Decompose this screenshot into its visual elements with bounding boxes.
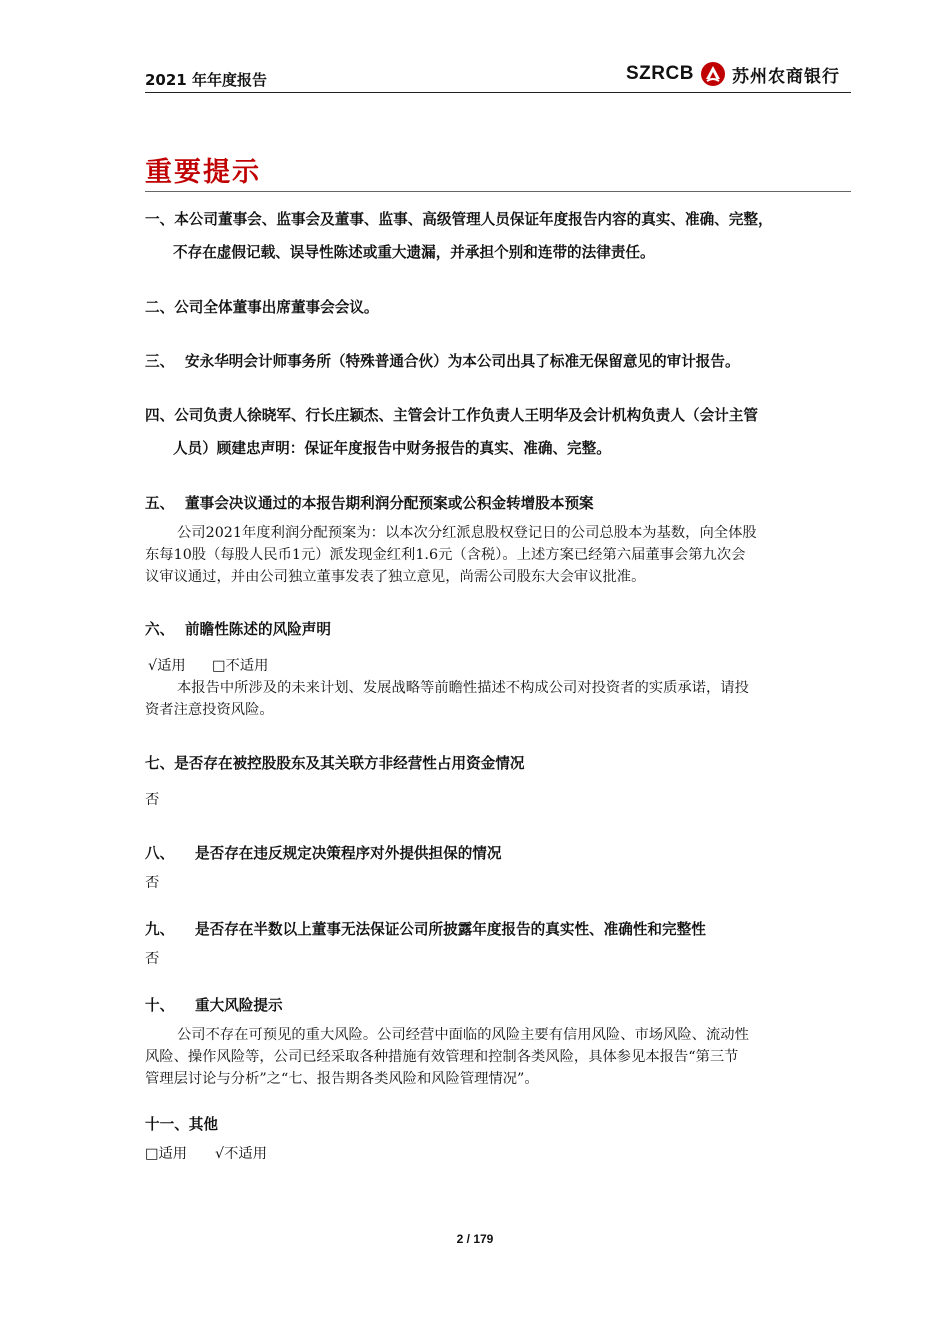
item-11-option-applicable: □适用 [145,1146,188,1162]
item-1-line-2: 不存在虚假记载、误导性陈述或重大遗漏，并承担个别和连带的法律责任。 [173,244,655,261]
bank-logo-icon [700,61,726,87]
bank-logo [626,60,840,88]
logo-cn-text: 苏州农商银行 [731,66,840,87]
item-5-number: 五、 [145,495,175,512]
item-6-text: 前瞻性陈述的风险声明 [185,621,331,638]
item-2: 二、公司全体董事出席董事会会议。 [145,299,379,316]
item-4-line-1: 四、公司负责人徐晓军、行长庄颖杰、主管会计工作负责人王明华及会计机构负责人（会计主管 [145,407,758,424]
item-5-body-line-3: 议审议通过，并由公司独立董事发表了独立意见，尚需公司股东大会审议批准。 [145,569,646,585]
report-header-title: 2021 年年度报告 [145,71,267,89]
logo-latin-text: SZRCB [626,63,694,84]
item-5-body-line-2: 东每10股（每股人民币1元）派发现金红利1.6元（含税）。上述方案已经第六届董事会第九次会 [145,547,746,563]
item-6-body-line-1: 本报告中所涉及的未来计划、发展战略等前瞻性描述不构成公司对投资者的实质承诺，请投 [177,680,749,696]
title-divider [145,191,851,192]
item-6-body-line-2: 资者注意投资风险。 [145,702,274,718]
item-9-text: 是否存在半数以上董事无法保证公司所披露年度报告的真实性、准确性和完整性 [195,921,706,938]
item-8-text: 是否存在违反规定决策程序对外提供担保的情况 [195,845,502,862]
header-divider [145,92,851,93]
item-6-number: 六、 [145,621,175,638]
item-5-body-line-1: 公司2021年度利润分配预案为：以本次分红派息股权登记日的公司总股本为基数，向全体股 [177,525,757,541]
item-3-number: 三、 [145,353,175,370]
item-1-line-1: 一、本公司董事会、监事会及董事、监事、高级管理人员保证年度报告内容的真实、准确、完整， [145,211,773,228]
item-4-line-2: 人员）顾建忠声明：保证年度报告中财务报告的真实、准确、完整。 [173,440,611,457]
item-10-body-line-1: 公司不存在可预见的重大风险。公司经营中面临的风险主要有信用风险、市场风险、流动性 [177,1027,749,1043]
item-11-option-not-applicable: √不适用 [215,1146,268,1162]
item-10-body-line-2: 风险、操作风险等，公司已经采取各种措施有效管理和控制各类风险，具体参见本报告“第三节 [145,1049,739,1065]
item-7: 七、是否存在被控股股东及其关联方非经营性占用资金情况 [145,755,525,772]
item-8-answer: 否 [145,875,160,891]
item-8-number: 八、 [145,845,175,862]
page-number: 2 / 179 [456,1232,494,1246]
page-title: 重要提示 [145,157,261,188]
item-6-option-applicable: √适用 [148,658,186,674]
item-9-answer: 否 [145,951,160,967]
item-9-number: 九、 [145,921,175,938]
item-10-body-line-3: 管理层讨论与分析”之“七、报告期各类风险和风险管理情况”。 [145,1071,539,1087]
item-6-option-not-applicable: □不适用 [212,658,269,674]
item-5-text: 董事会决议通过的本报告期利润分配预案或公积金转增股本预案 [185,495,594,512]
item-7-answer: 否 [145,792,160,808]
item-3-text: 安永华明会计师事务所（特殊普通合伙）为本公司出具了标准无保留意见的审计报告。 [185,353,740,370]
item-11: 十一、其他 [145,1116,218,1133]
item-10-number: 十、 [145,997,175,1014]
item-10-text: 重大风险提示 [195,997,283,1014]
